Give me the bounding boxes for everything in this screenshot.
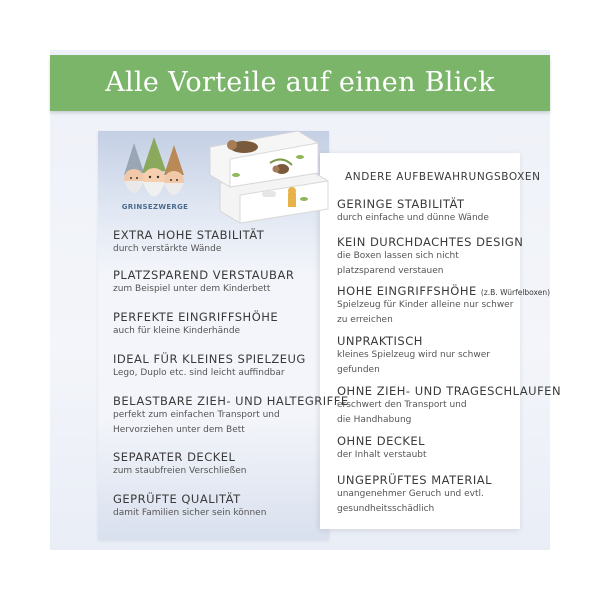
- disadvantage-heading: OHNE DECKEL: [337, 434, 426, 448]
- advantage-item: [113, 450, 247, 479]
- disadvantage-description: gesundheitsschädlich: [337, 504, 435, 514]
- advantage-description: Lego, Duplo etc. sind leicht auffindbar: [113, 368, 285, 378]
- disadvantage-item: [337, 235, 523, 279]
- disadvantage-heading: [337, 284, 550, 298]
- disadvantage-description: zu erreichen: [337, 315, 393, 325]
- disadvantage-heading: KEIN DURCHDACHTES DESIGN: [337, 235, 524, 249]
- disadvantage-heading: UNGEPRÜFTES MATERIAL: [337, 473, 493, 487]
- advantage-heading: GEPRÜFTE QUALITÄT: [113, 492, 241, 506]
- disadvantage-description: gefunden: [337, 365, 380, 375]
- advantage-description: auch für kleine Kinderhände: [113, 326, 241, 336]
- disadvantage-item: [337, 284, 550, 328]
- advantage-heading: SEPARATER DECKEL: [113, 450, 236, 464]
- advantage-heading: PERFEKTE EINGRIFFSHÖHE: [113, 310, 279, 324]
- advantage-item: [113, 310, 278, 339]
- advantage-item: [113, 228, 264, 257]
- advantage-item: [113, 268, 294, 297]
- disadvantage-description: der Inhalt verstaubt: [337, 450, 427, 460]
- advantage-description: durch verstärkte Wände: [113, 244, 222, 254]
- disadvantage-heading-note: (z.B. Würfelboxen): [480, 288, 551, 297]
- advantage-description: damit Familien sicher sein können: [113, 508, 267, 518]
- disadvantage-description: Spielzeug für Kinder alleine nur schwer: [337, 300, 514, 310]
- advantage-description: zum staubfreien Verschließen: [113, 466, 247, 476]
- brand-name: GRINSEZWERGE: [121, 203, 189, 211]
- comparison-title: ANDERE AUFBEWAHRUNGSBOXEN: [345, 171, 541, 183]
- disadvantage-description: die Handhabung: [337, 415, 412, 425]
- advantage-heading: BELASTBARE ZIEH- UND HALTEGRIFFE: [113, 394, 349, 408]
- disadvantage-item: [337, 334, 490, 378]
- advantage-heading: EXTRA HOHE STABILITÄT: [113, 228, 265, 242]
- disadvantage-item: [337, 473, 492, 517]
- storage-box-product-image: [200, 125, 340, 225]
- disadvantage-description: erschwert den Transport und: [337, 400, 467, 410]
- disadvantage-description: kleines Spielzeug wird nur schwer: [337, 350, 490, 360]
- disadvantage-heading: OHNE ZIEH- UND TRAGESCHLAUFEN: [337, 384, 562, 398]
- advantage-item: [113, 492, 266, 521]
- advantage-description: zum Beispiel unter dem Kinderbett: [113, 284, 271, 294]
- advantage-description: perfekt zum einfachen Transport und: [113, 410, 280, 420]
- disadvantage-heading-text: HOHE EINGRIFFSHÖHE: [337, 284, 477, 298]
- disadvantage-description: platzsparend verstauen: [337, 266, 444, 276]
- disadvantage-description: unangenehmer Geruch und evtl.: [337, 489, 484, 499]
- advantage-heading: PLATZSPAREND VERSTAUBAR: [113, 268, 295, 282]
- disadvantage-item: [337, 197, 489, 226]
- advantage-item: [113, 352, 306, 381]
- disadvantage-item: [337, 434, 427, 463]
- disadvantage-heading: GERINGE STABILITÄT: [337, 197, 465, 211]
- header-banner: [50, 55, 550, 111]
- advantage-heading: IDEAL FÜR KLEINES SPIELZEUG: [113, 352, 306, 366]
- disadvantage-heading: UNPRAKTISCH: [337, 334, 423, 348]
- banner-title: Alle Vorteile auf einen Blick: [105, 67, 495, 98]
- advantage-description: Hervorziehen unter dem Bett: [113, 425, 245, 435]
- advantage-item: [113, 394, 349, 438]
- disadvantage-item: [337, 384, 561, 428]
- disadvantage-description: die Boxen lassen sich nicht: [337, 251, 459, 261]
- disadvantage-description: durch einfache und dünne Wände: [337, 213, 489, 223]
